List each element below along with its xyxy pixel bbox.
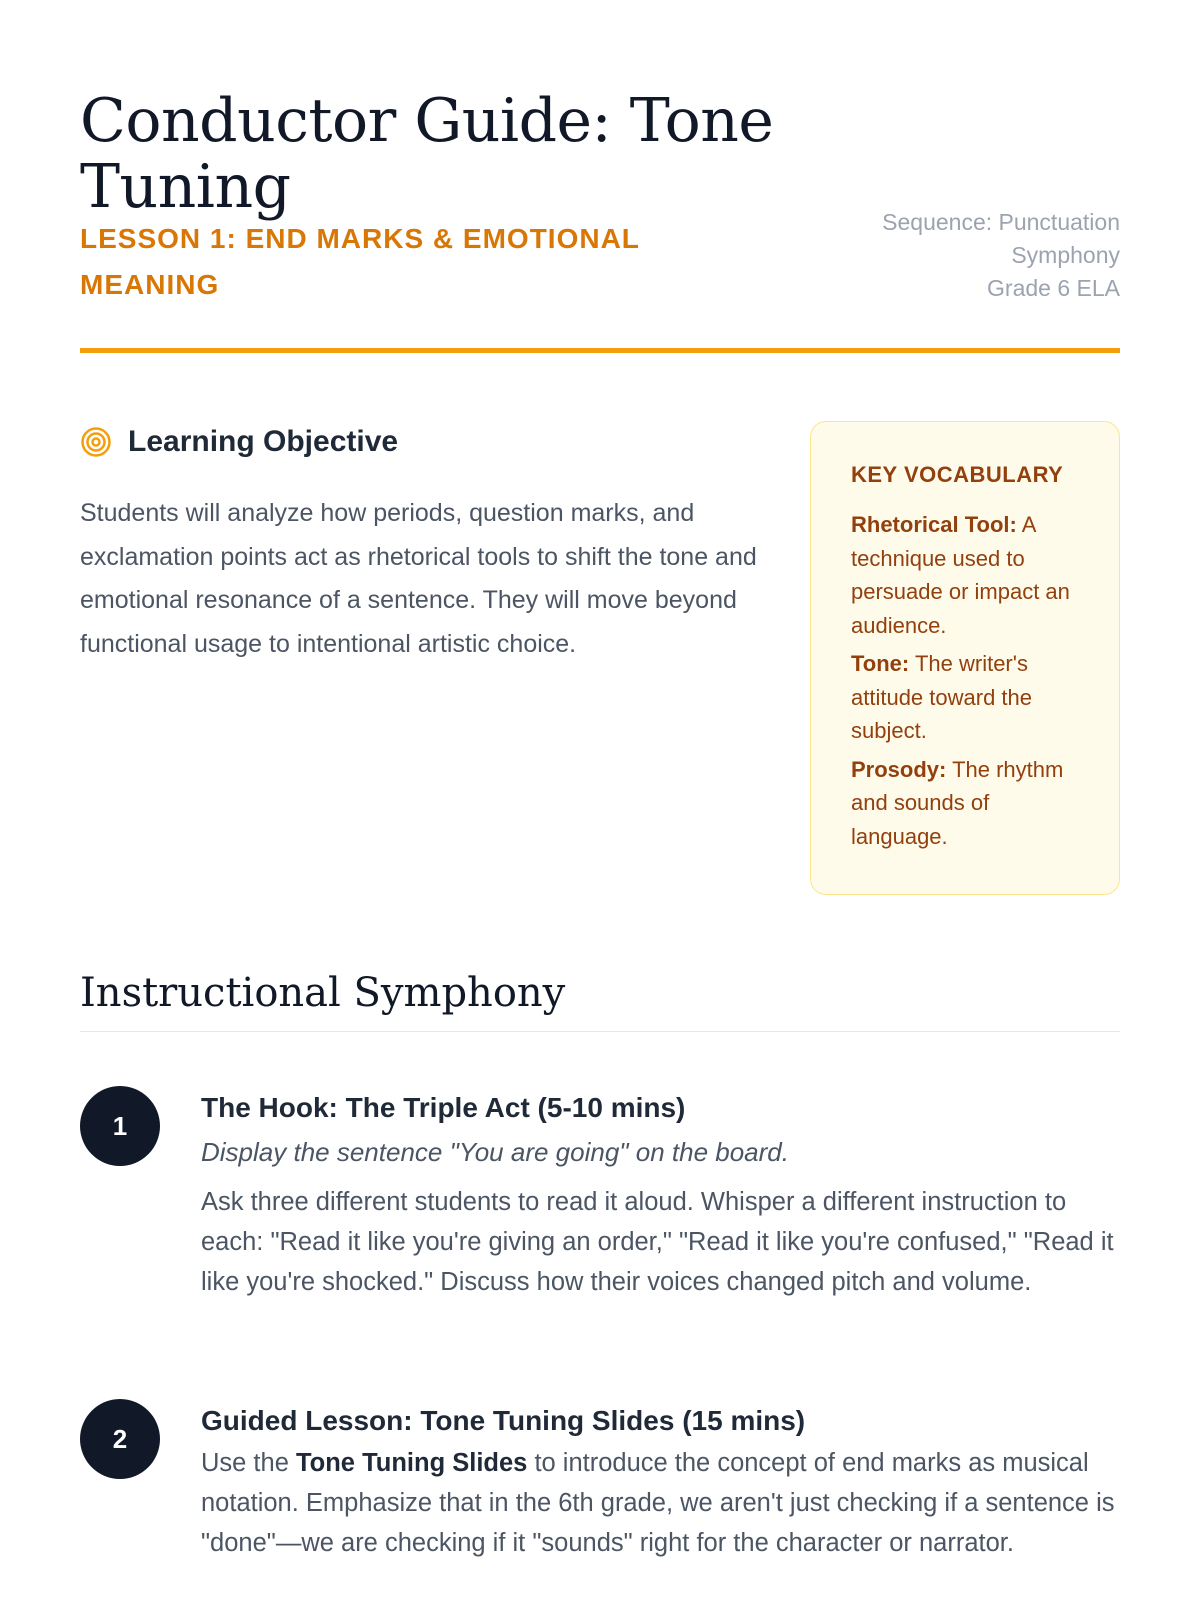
step-text bbox=[201, 1443, 1120, 1563]
target-icon bbox=[80, 426, 112, 458]
page-title: Conductor Guide: Tone Tuning bbox=[80, 86, 774, 222]
sequence-label: Sequence: Punctuation Symphony bbox=[882, 209, 1120, 268]
step-note: Display the sentence "You are going" on the board. bbox=[201, 1137, 789, 1167]
vocabulary-item bbox=[851, 647, 1079, 748]
lesson-subtitle: LESSON 1: END MARKS & EMOTIONAL MEANING bbox=[80, 223, 640, 300]
vocabulary-term: Prosody: bbox=[851, 756, 947, 782]
page-header bbox=[80, 80, 1120, 352]
objective-text: Students will analyze how periods, question marks, and exclamation points act as rhetorical tools to shift the tone and emotional resonance of a sentence. They will move beyond functional usage to intentional artistic choice. bbox=[80, 499, 757, 658]
vocabulary-item bbox=[851, 753, 1079, 854]
step-text-before: Use the bbox=[201, 1449, 296, 1477]
section-title: Instructional Symphony bbox=[80, 970, 566, 1016]
vocabulary-definition: The rhythm and sounds of language. bbox=[851, 756, 1064, 849]
lesson-meta bbox=[820, 206, 1120, 305]
step-number-badge: 1 bbox=[80, 1086, 160, 1166]
vocabulary-item bbox=[851, 508, 1079, 642]
slides-name: Tone Tuning Slides bbox=[295, 1449, 528, 1477]
step-text: Ask three different students to read it aloud. Whisper a different instruction to each: "Read it like you're giving an order," "Read it like you're confused," "Read it like you're shocked." Discuss how their voices changed pitch and volume. bbox=[201, 1188, 1114, 1296]
step-number-badge: 2 bbox=[80, 1399, 160, 1479]
objective-heading bbox=[80, 418, 760, 466]
step-title: The Hook: The Triple Act (5-10 mins) bbox=[201, 1092, 686, 1123]
lesson-page bbox=[80, 0, 1120, 1600]
step-text-after: to introduce the concept of end marks as musical notation. Emphasize that in the 6th grade, we aren't just checking if a sentence is "done"—we are checking if it "sounds" right for the character or narrator. bbox=[201, 1449, 1115, 1557]
header-divider bbox=[80, 348, 1120, 353]
vocabulary-definition: The writer's attitude toward the subject. bbox=[851, 651, 1033, 743]
section-divider bbox=[80, 1031, 1120, 1032]
vocabulary-title: KEY VOCABULARY bbox=[851, 462, 1064, 487]
objective-title: Learning Objective bbox=[128, 425, 399, 458]
vocabulary-definition: A technique used to persuade or impact an audience. bbox=[851, 512, 1070, 638]
vocabulary-term: Rhetorical Tool: bbox=[851, 512, 1017, 537]
vocabulary-term: Tone: bbox=[851, 651, 910, 676]
step-body bbox=[201, 1086, 1120, 1302]
learning-objective bbox=[80, 418, 760, 666]
step-body bbox=[201, 1399, 1120, 1563]
step-title: Guided Lesson: Tone Tuning Slides (15 mins) bbox=[201, 1405, 806, 1436]
key-vocabulary-card bbox=[810, 421, 1120, 895]
grade-label: Grade 6 ELA bbox=[987, 275, 1120, 301]
